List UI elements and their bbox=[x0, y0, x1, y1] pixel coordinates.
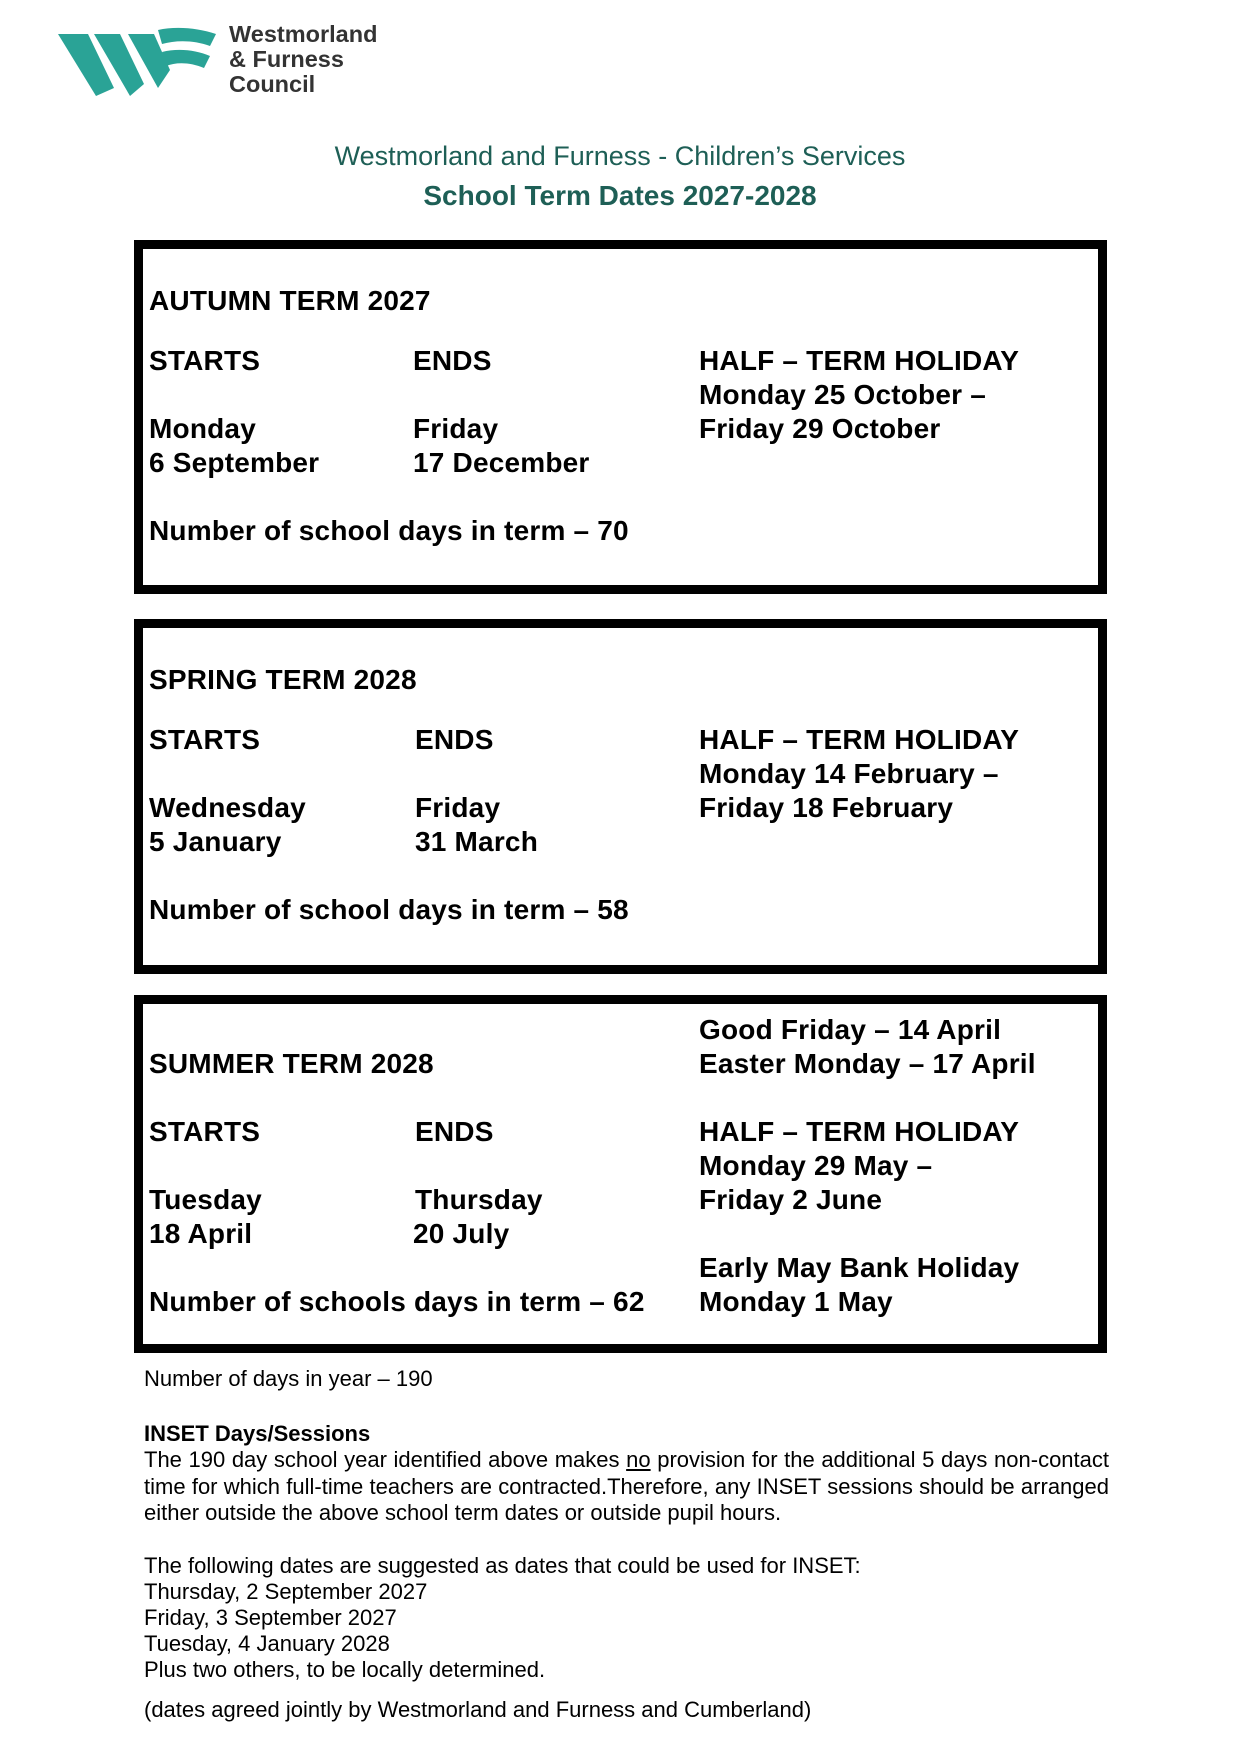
inset-paragraph-part-1: The 190 day school year identified above makes bbox=[144, 1447, 627, 1472]
suggested-date-1: Thursday, 2 September 2027 bbox=[144, 1579, 428, 1604]
spring-half-term-start: Monday 14 February – bbox=[699, 758, 999, 789]
autumn-days-count: Number of school days in term – 70 bbox=[149, 515, 629, 546]
council-logo-mark-icon bbox=[58, 26, 218, 98]
spring-starts-label: STARTS bbox=[149, 724, 261, 755]
autumn-ends-label: ENDS bbox=[413, 345, 492, 376]
summer-starts-label: STARTS bbox=[149, 1116, 261, 1147]
suggested-date-3: Tuesday, 4 January 2028 bbox=[144, 1631, 390, 1656]
spring-days-count: Number of school days in term – 58 bbox=[149, 894, 629, 925]
autumn-end-date: 17 December bbox=[413, 447, 590, 478]
days-in-year: Number of days in year – 190 bbox=[144, 1366, 433, 1391]
spring-end-date: 31 March bbox=[415, 826, 538, 857]
spring-ends-label: ENDS bbox=[415, 724, 494, 755]
logo-line-2: & Furness bbox=[229, 46, 344, 72]
logo-line-1: Westmorland bbox=[229, 21, 378, 47]
summer-ends-label: ENDS bbox=[415, 1116, 494, 1147]
autumn-start-date: 6 September bbox=[149, 447, 320, 478]
suggested-date-2: Friday, 3 September 2027 bbox=[144, 1605, 397, 1630]
spring-term-box bbox=[134, 619, 1107, 974]
spring-end-day: Friday bbox=[415, 792, 501, 823]
agreement-note: (dates agreed jointly by Westmorland and Furness and Cumberland) bbox=[144, 1697, 812, 1722]
autumn-end-day: Friday bbox=[413, 413, 499, 444]
autumn-half-term-label: HALF – TERM HOLIDAY bbox=[699, 345, 1020, 376]
summer-days-count: Number of schools days in term – 62 bbox=[149, 1286, 645, 1317]
spring-half-term-label: HALF – TERM HOLIDAY bbox=[699, 724, 1020, 755]
autumn-half-term-end: Friday 29 October bbox=[699, 413, 941, 444]
easter-monday-note: Easter Monday – 17 April bbox=[699, 1048, 1036, 1079]
summer-term-box bbox=[134, 995, 1107, 1353]
council-logo bbox=[58, 22, 388, 104]
summer-half-term-end: Friday 2 June bbox=[699, 1184, 883, 1215]
summer-end-day: Thursday bbox=[415, 1184, 543, 1215]
summer-end-date: 20 July bbox=[413, 1218, 510, 1249]
document-title: School Term Dates 2027-2028 bbox=[423, 180, 817, 211]
summer-half-term-label: HALF – TERM HOLIDAY bbox=[699, 1116, 1020, 1147]
good-friday-note: Good Friday – 14 April bbox=[699, 1014, 1002, 1045]
autumn-half-term-start: Monday 25 October – bbox=[699, 379, 986, 410]
summer-start-day: Tuesday bbox=[149, 1184, 262, 1215]
document-subtitle: Westmorland and Furness - Children’s Services bbox=[334, 141, 906, 171]
suggested-date-4: Plus two others, to be locally determined. bbox=[144, 1657, 546, 1682]
inset-heading: INSET Days/Sessions bbox=[144, 1421, 371, 1446]
bank-holiday-label: Early May Bank Holiday bbox=[699, 1252, 1020, 1283]
spring-start-day: Wednesday bbox=[149, 792, 306, 823]
inset-paragraph bbox=[144, 1447, 1109, 1527]
autumn-term-box bbox=[134, 240, 1107, 594]
spring-start-date: 5 January bbox=[149, 826, 282, 857]
autumn-term-title: AUTUMN TERM 2027 bbox=[149, 285, 431, 316]
summer-half-term-start: Monday 29 May – bbox=[699, 1150, 933, 1181]
spring-half-term-end: Friday 18 February bbox=[699, 792, 954, 823]
inset-paragraph-no: no bbox=[626, 1447, 651, 1472]
spring-term-title: SPRING TERM 2028 bbox=[149, 664, 417, 695]
summer-start-date: 18 April bbox=[149, 1218, 253, 1249]
logo-line-3: Council bbox=[229, 71, 316, 97]
inset-paragraph-part-2: provision for the additional 5 days non-contact time for which full-time teachers are contracted.Therefore, any INSET sessions should be arranged either outside the above school term dates or outside pupil hours. bbox=[144, 1447, 1109, 1525]
suggested-dates-intro: The following dates are suggested as dates that could be used for INSET: bbox=[144, 1553, 861, 1578]
autumn-start-day: Monday bbox=[149, 413, 256, 444]
autumn-starts-label: STARTS bbox=[149, 345, 261, 376]
summer-term-title: SUMMER TERM 2028 bbox=[149, 1048, 434, 1079]
council-logo-text bbox=[229, 22, 377, 97]
bank-holiday-date: Monday 1 May bbox=[699, 1286, 893, 1317]
